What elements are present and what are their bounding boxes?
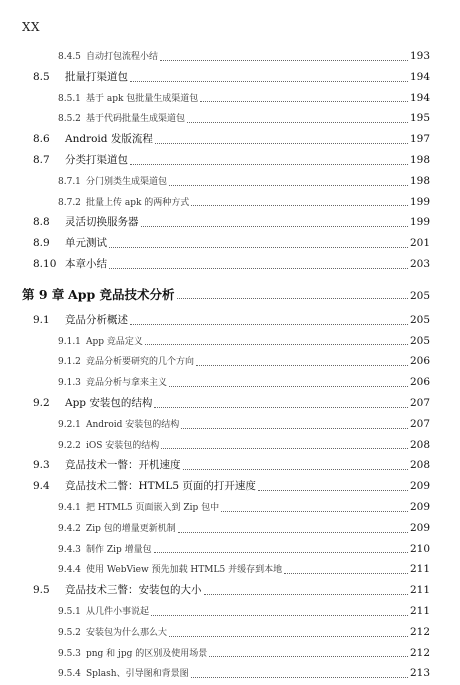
toc-entry-title: 批量打渠道包 xyxy=(65,70,128,83)
toc-entry-title: 从几件小事说起 xyxy=(86,606,150,617)
toc-subsection-entry[interactable] xyxy=(0,435,460,456)
toc-entry-number: 8.4.5 xyxy=(58,52,81,62)
toc-entry-title: 竞品技术一瞥：开机速度 xyxy=(65,459,181,472)
toc-entry-title: 自动打包流程小结 xyxy=(86,52,159,62)
dot-leader xyxy=(130,81,408,82)
toc-subsection-entry[interactable] xyxy=(0,539,460,560)
toc-entry-number: 第 9 章 xyxy=(22,286,65,302)
toc-entry-number: 9.2.2 xyxy=(58,440,81,451)
dot-leader xyxy=(177,298,408,299)
toc-entry-page: 209 xyxy=(409,500,430,513)
toc-subsection-entry[interactable] xyxy=(0,351,460,372)
dot-leader xyxy=(145,344,408,345)
dot-leader xyxy=(169,185,408,186)
toc-entry-number: 8.5 xyxy=(33,70,50,83)
toc-entry-page: 207 xyxy=(409,417,430,430)
dot-leader xyxy=(169,386,408,387)
toc-section-entry[interactable] xyxy=(0,254,460,275)
toc-subsection-entry[interactable] xyxy=(0,372,460,393)
page-number-header: XX xyxy=(22,20,41,34)
toc-entry-page: 205 xyxy=(409,289,430,302)
toc-entry-title: Android 安装包的结构 xyxy=(86,419,180,430)
toc-entry-page: 206 xyxy=(409,376,430,389)
toc-entry-page: 199 xyxy=(409,195,430,208)
toc-entry-number: 9.5 xyxy=(33,584,50,597)
toc-entry-number: 9.5.4 xyxy=(58,669,81,680)
toc-entry-page: 207 xyxy=(409,396,430,409)
toc-entry-page: 203 xyxy=(409,257,430,270)
dot-leader xyxy=(196,365,408,366)
toc-entry-page: 209 xyxy=(409,480,430,493)
dot-leader xyxy=(200,101,408,102)
toc-entry-title: 制作 Zip 增量包 xyxy=(86,544,152,555)
toc-entry-page: 211 xyxy=(409,563,430,576)
toc-entry-number: 8.5.2 xyxy=(58,114,81,125)
dot-leader xyxy=(178,532,408,533)
toc-subsection-entry[interactable] xyxy=(0,497,460,518)
dot-leader xyxy=(161,448,408,449)
toc-entry-number: 9.4 xyxy=(33,480,50,493)
dot-leader xyxy=(191,205,408,206)
dot-leader xyxy=(154,407,408,408)
toc-entry-number: 9.5.2 xyxy=(58,627,81,638)
toc-entry-title: 使用 WebView 预先加载 HTML5 并缓存到本地 xyxy=(86,565,283,576)
toc-entry-title: 基于 apk 包批量生成渠道包 xyxy=(86,93,199,104)
toc-subsection-entry[interactable] xyxy=(0,559,460,580)
toc-entry-number: 9.3 xyxy=(33,459,50,472)
toc-entry-title: 竞品分析要研究的几个方向 xyxy=(86,357,195,368)
toc-entry-page: 197 xyxy=(409,133,430,146)
toc-entry-page: 201 xyxy=(409,237,430,250)
toc-entry-number: 9.1.3 xyxy=(58,378,81,389)
toc-entry-number: 9.4.4 xyxy=(58,565,81,576)
toc-entry-number: 9.4.2 xyxy=(58,523,81,534)
toc-subsection-entry[interactable] xyxy=(0,601,460,622)
dot-leader xyxy=(187,122,408,123)
toc-entry-title: App 竞品定义 xyxy=(86,336,143,347)
toc-entry-page: 206 xyxy=(409,355,430,368)
toc-section-entry[interactable] xyxy=(0,580,460,601)
toc-entry-title: 竞品技术三瞥：安装包的大小 xyxy=(65,584,202,597)
toc-section-entry[interactable] xyxy=(0,310,460,331)
dot-leader xyxy=(284,573,408,574)
dot-leader xyxy=(130,324,408,325)
dot-leader xyxy=(109,268,408,269)
toc-entry-title: Zip 包的增量更新机制 xyxy=(86,523,176,534)
toc-entry-title: 基于代码批量生成渠道包 xyxy=(86,114,186,125)
dot-leader xyxy=(183,469,408,470)
toc-entry-title: 灵活切换服务器 xyxy=(65,216,139,229)
toc-subsection-entry[interactable] xyxy=(0,108,460,129)
toc-section-entry[interactable] xyxy=(0,129,460,150)
toc-entry-title: 竞品技术二瞥：HTML5 页面的打开速度 xyxy=(65,480,256,493)
toc-entry-page: 210 xyxy=(409,542,430,555)
toc-entry-number: 8.10 xyxy=(33,257,57,270)
toc-entry-page: 212 xyxy=(409,625,430,638)
dot-leader xyxy=(141,226,408,227)
toc-entry-page: 211 xyxy=(409,584,430,597)
toc-entry-page: 211 xyxy=(409,604,430,617)
toc-entry-page: 208 xyxy=(409,459,430,472)
dot-leader xyxy=(151,615,408,616)
dot-leader xyxy=(209,656,408,657)
dot-leader xyxy=(130,164,408,165)
toc-entry-number: 9.5.3 xyxy=(58,648,81,659)
toc-entry-title: 分门别类生成渠道包 xyxy=(86,176,168,187)
toc-entry-title: 批量上传 apk 的两种方式 xyxy=(86,197,190,208)
toc-subsection-entry[interactable] xyxy=(0,192,460,213)
toc-entry-page: 198 xyxy=(409,174,430,187)
toc-entry-title: 分类打渠道包 xyxy=(65,153,128,166)
table-of-contents xyxy=(0,46,460,684)
toc-entry-page: 195 xyxy=(409,112,430,125)
toc-entry-title: iOS 安装包的结构 xyxy=(86,440,160,451)
dot-leader xyxy=(181,428,408,429)
toc-entry-number: 8.7.2 xyxy=(58,197,81,208)
toc-entry-page: 205 xyxy=(409,313,430,326)
toc-section-entry[interactable] xyxy=(0,476,460,497)
toc-entry-page: 212 xyxy=(409,646,430,659)
toc-entry-title: App 竞品技术分析 xyxy=(68,286,175,302)
toc-entry-number: 9.1.1 xyxy=(58,336,81,347)
dot-leader xyxy=(258,490,408,491)
toc-entry-title: 竞品分析概述 xyxy=(65,313,128,326)
toc-entry-page: 194 xyxy=(409,91,430,104)
toc-entry-title: 把 HTML5 页面嵌入到 Zip 包中 xyxy=(86,502,220,513)
dot-leader xyxy=(204,594,408,595)
toc-entry-page: 199 xyxy=(409,216,430,229)
toc-entry-title: 单元测试 xyxy=(65,237,107,250)
toc-entry-number: 8.8 xyxy=(33,216,50,229)
toc-entry-page: 209 xyxy=(409,521,430,534)
toc-subsection-entry[interactable] xyxy=(0,414,460,435)
toc-entry-number: 9.5.1 xyxy=(58,606,81,617)
dot-leader xyxy=(221,511,408,512)
toc-section-entry[interactable] xyxy=(0,233,460,254)
toc-entry-number: 8.7.1 xyxy=(58,176,81,187)
toc-entry-title: Splash、引导图和背景图 xyxy=(86,669,189,680)
toc-subsection-entry[interactable] xyxy=(0,622,460,643)
toc-entry-number: 8.7 xyxy=(33,153,50,166)
toc-entry-title: 竞品分析与拿来主义 xyxy=(86,378,168,389)
toc-entry-title: 本章小结 xyxy=(65,257,107,270)
toc-subsection-entry[interactable] xyxy=(0,171,460,192)
dot-leader xyxy=(160,60,408,61)
toc-subsection-entry[interactable] xyxy=(0,643,460,664)
toc-entry-number: 9.1.2 xyxy=(58,357,81,368)
toc-subsection-entry[interactable] xyxy=(0,331,460,352)
toc-section-entry[interactable] xyxy=(0,455,460,476)
toc-subsection-entry[interactable] xyxy=(0,663,460,684)
toc-section-entry[interactable] xyxy=(0,393,460,414)
toc-entry-page: 194 xyxy=(409,70,430,83)
dot-leader xyxy=(154,552,408,553)
toc-entry-number: 9.4.1 xyxy=(58,502,81,513)
dot-leader xyxy=(191,677,408,678)
toc-section-entry[interactable] xyxy=(0,67,460,88)
toc-entry-number: 8.6 xyxy=(33,133,50,146)
toc-subsection-entry[interactable] xyxy=(0,518,460,539)
toc-subsection-entry[interactable] xyxy=(0,88,460,109)
toc-section-entry[interactable] xyxy=(0,212,460,233)
toc-entry-title: Android 发版流程 xyxy=(65,133,153,146)
toc-section-entry[interactable] xyxy=(0,150,460,171)
toc-entry-title: 安装包为什么那么大 xyxy=(86,627,168,638)
toc-chapter-entry[interactable] xyxy=(0,281,460,308)
toc-subsection-entry[interactable] xyxy=(0,46,460,67)
toc-entry-number: 9.1 xyxy=(33,313,50,326)
toc-entry-number: 8.5.1 xyxy=(58,93,81,104)
toc-entry-title: App 安装包的结构 xyxy=(65,396,153,409)
toc-entry-number: 9.4.3 xyxy=(58,544,81,555)
toc-entry-number: 9.2 xyxy=(33,396,50,409)
toc-entry-page: 208 xyxy=(409,438,430,451)
dot-leader xyxy=(109,247,408,248)
toc-entry-page: 205 xyxy=(409,334,430,347)
toc-entry-title: png 和 jpg 的区别及使用场景 xyxy=(86,648,208,659)
toc-entry-page: 193 xyxy=(409,50,430,62)
toc-entry-number: 8.9 xyxy=(33,237,50,250)
toc-entry-number: 9.2.1 xyxy=(58,419,81,430)
toc-entry-page: 198 xyxy=(409,153,430,166)
toc-entry-page: 213 xyxy=(409,667,430,680)
dot-leader xyxy=(155,143,408,144)
dot-leader xyxy=(169,636,408,637)
